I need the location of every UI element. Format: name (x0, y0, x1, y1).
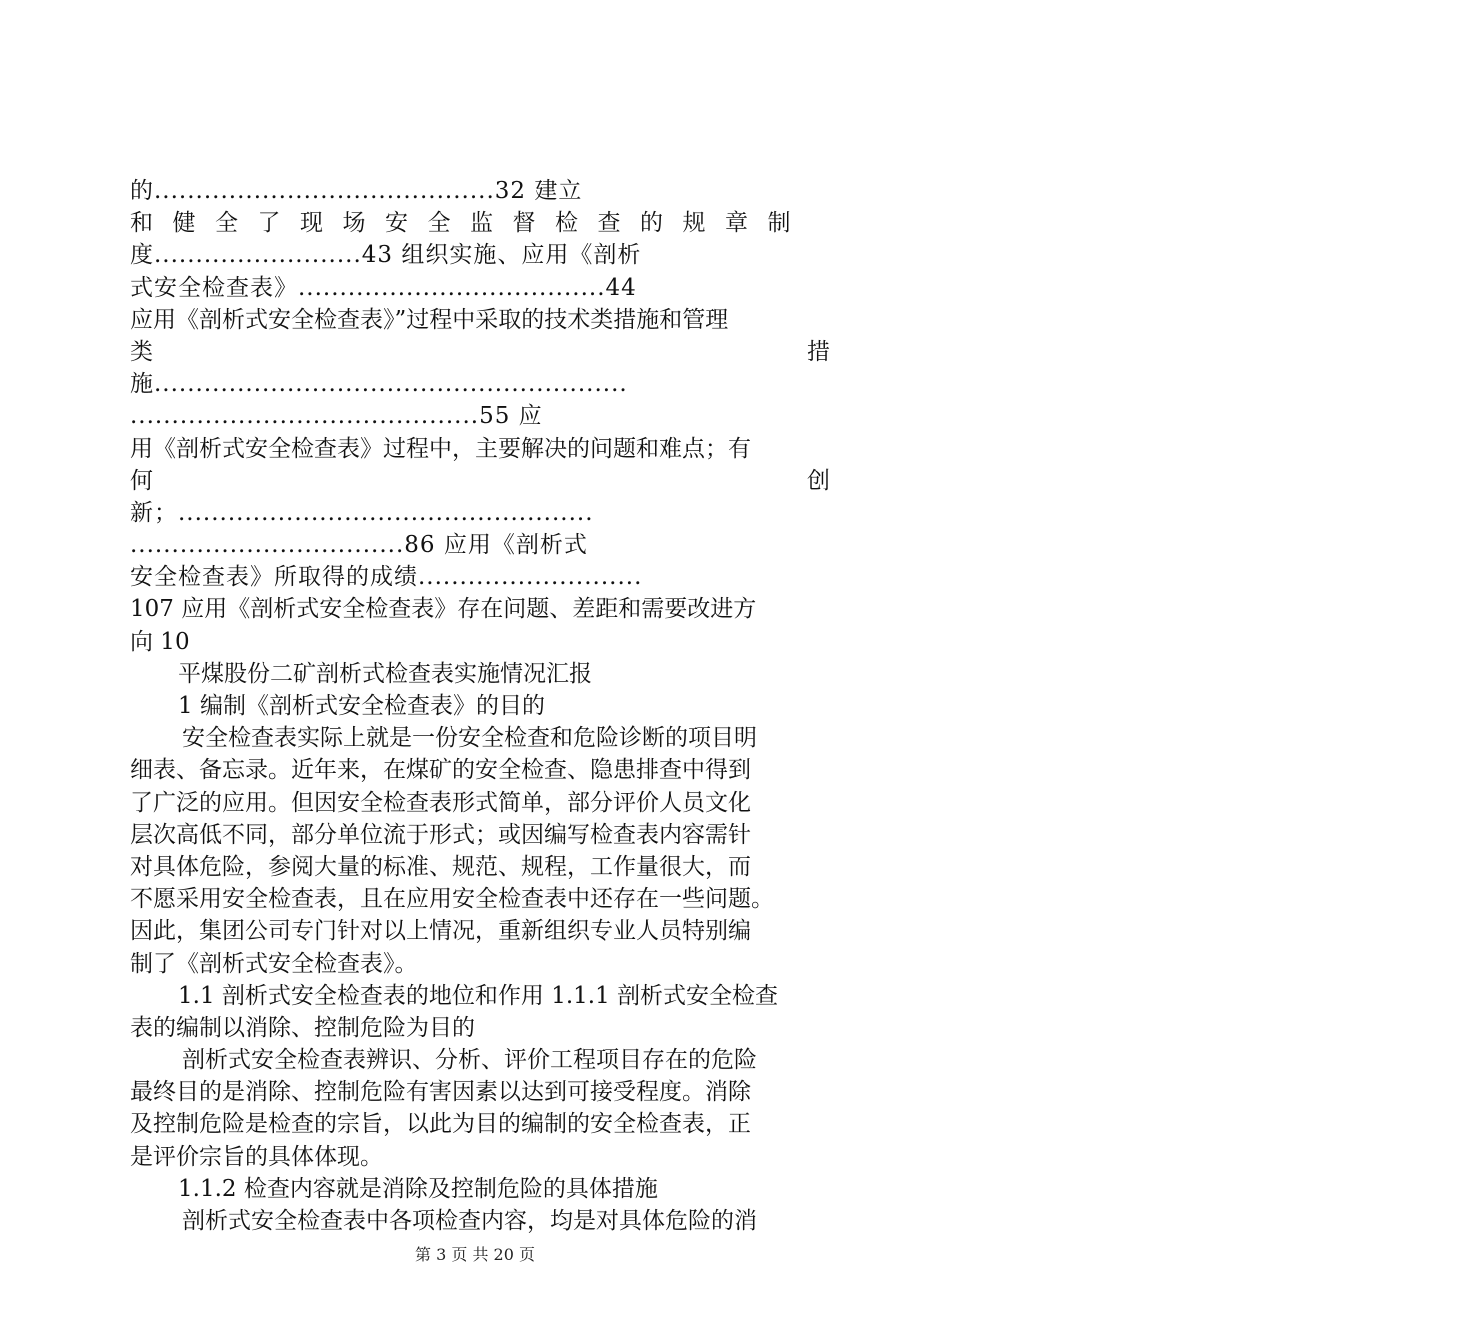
section-heading: 1 编制《剖析式安全检查表》的目的 (178, 693, 545, 719)
toc-line: 施......................................................... (130, 371, 628, 398)
page-footer: 第 3 页 共 20 页 (415, 1245, 535, 1264)
paragraph-line: 制了《剖析式安全检查表》。 (130, 950, 418, 977)
toc-line: 用《剖析式安全检查表》过程中，主要解决的问题和难点；有 (130, 435, 751, 462)
toc-line: 何创 (130, 467, 1484, 494)
page-content (130, 175, 1484, 1237)
report-title: 平煤股份二矿剖析式检查表实施情况汇报 (178, 660, 592, 687)
paragraph-line: 最终目的是消除、控制危险有害因素以达到可接受程度。消除 (130, 1079, 751, 1106)
paragraph-line: 及控制危险是检查的宗旨，以此为目的编制的安全检查表，正 (130, 1111, 751, 1138)
paragraph-line: 了广泛的应用。但因安全检查表形式简单，部分评价人员文化 (130, 789, 751, 816)
paragraph-line: 层次高低不同，部分单位流于形式；或因编写检查表内容需针 (130, 821, 751, 848)
toc-line: ..........................................55 应 (130, 403, 543, 430)
paragraph-line: 细表、备忘录。近年来，在煤矿的安全检查、隐患排查中得到 (130, 757, 751, 784)
section-heading: 表的编制以消除、控制危险为目的 (130, 1014, 475, 1041)
paragraph-line: 安全检查表实际上就是一份安全检查和危险诊断的项目明 (182, 725, 757, 752)
section-heading: 1.1.2 检查内容就是消除及控制危险的具体措施 (178, 1175, 658, 1202)
paragraph-line: 剖析式安全检查表辨识、分析、评价工程项目存在的危险 (182, 1047, 757, 1074)
section-heading: 1.1 剖析式安全检查表的地位和作用 1.1.1 剖析式安全检查 (178, 982, 779, 1009)
paragraph-line: 不愿采用安全检查表，且在应用安全检查表中还存在一些问题。 (130, 886, 774, 913)
toc-line: 向 10 (130, 628, 190, 655)
toc-line: 新；.................................................. (130, 499, 594, 526)
toc-line: 安全检查表》所取得的成绩........................... (130, 564, 643, 591)
toc-line: 107 应用《剖析式安全检查表》存在问题、差距和需要改进方 (130, 596, 757, 623)
paragraph-line: 是评价宗旨的具体体现。 (130, 1143, 383, 1170)
toc-line: .................................86 应用《剖析式 (130, 532, 588, 559)
toc-line: 度.........................43 组织实施、应用《剖析 (130, 242, 642, 269)
toc-line: 和健全了现场安全监督检查的规章制 (130, 210, 810, 237)
toc-line: 的.........................................32 建立 (130, 178, 583, 204)
toc-line: 应用《剖析式安全检查表》”过程中采取的技术类措施和管理 (130, 306, 729, 333)
paragraph-line: 因此，集团公司专门针对以上情况，重新组织专业人员特别编 (130, 918, 751, 945)
toc-line: 式安全检查表》.....................................44 (130, 274, 637, 301)
paragraph-line: 剖析式安全检查表中各项检查内容，均是对具体危险的消 (182, 1208, 757, 1234)
paragraph-line: 对具体危险，参阅大量的标准、规范、规程，工作量很大，而 (130, 853, 751, 880)
toc-line: 类措 (130, 338, 1484, 365)
